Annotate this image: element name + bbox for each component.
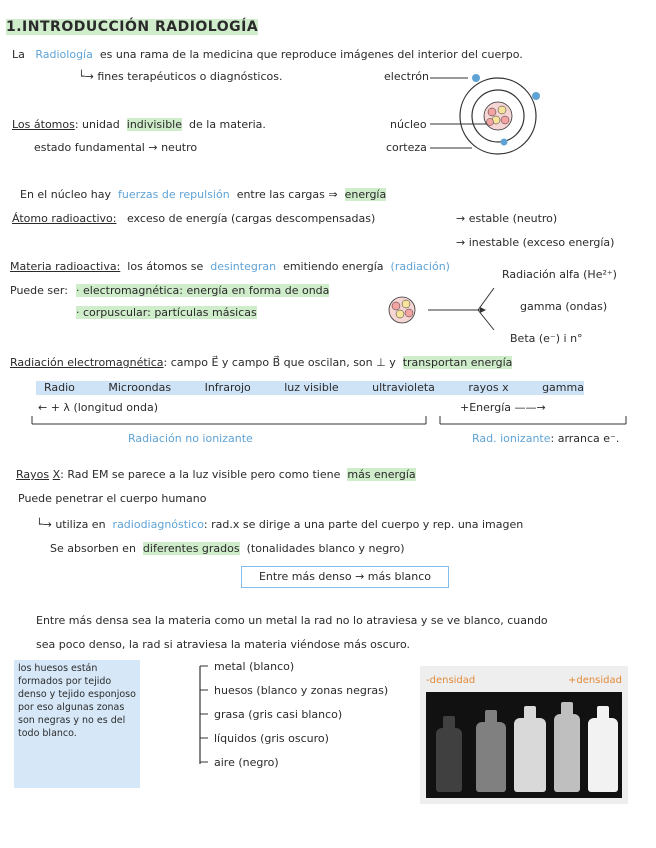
less-density-label: -densidad — [426, 675, 476, 686]
xray-photo — [420, 666, 628, 804]
atom-diagram — [430, 62, 550, 162]
radioactive-atom-line: Átomo radioactivo: exceso de energía (cargas descompensadas) — [12, 212, 376, 225]
spectrum-item: luz visible — [284, 381, 339, 394]
gamma-label: gamma (ondas) — [520, 300, 608, 313]
electron-label: electrón — [384, 70, 429, 83]
spectrum-list — [44, 381, 584, 395]
beta-label: Beta (e⁻) i n° — [510, 332, 583, 345]
page-title: 1.INTRODUCCIÓN RADIOLOGÍA — [6, 19, 259, 35]
rayos-line-4: Se absorben en diferentes grados (tonalidades blanco y negro) — [50, 542, 405, 555]
xray-bottle — [554, 714, 580, 792]
spectrum-item: Microondas — [108, 381, 172, 394]
density-line-1: Entre más densa sea la materia como un metal la rad no lo atraviesa y se ve blanco, cuando — [36, 614, 548, 627]
material-item: metal (blanco) — [214, 660, 295, 673]
estable-label: → estable (neutro) — [456, 212, 558, 225]
corteza-label: corteza — [386, 141, 427, 154]
nucleus-label: núcleo — [390, 118, 427, 131]
material-item: grasa (gris casi blanco) — [214, 708, 343, 721]
lambda-label: ← + λ (longitud onda) — [38, 401, 159, 414]
inestable-label: → inestable (exceso energía) — [456, 236, 615, 249]
spectrum-item: ultravioleta — [372, 381, 435, 394]
boxed-rule: Entre más denso → más blanco — [241, 566, 449, 588]
energy-label: +Energía ——→ — [460, 401, 546, 414]
puede-label: Puede ser: — [10, 284, 68, 297]
spectrum-item: rayos x — [468, 381, 509, 394]
ionizing-label: Rad. ionizante: arranca e⁻. — [472, 432, 620, 445]
xray-background — [426, 692, 622, 798]
xray-bottle — [588, 718, 618, 792]
atoms-line-2: estado fundamental → neutro — [34, 141, 198, 154]
material-item: líquidos (gris oscuro) — [214, 732, 329, 745]
rayos-line-2: Puede penetrar el cuerpo humano — [18, 492, 207, 505]
electromagnetic-type: · electromagnética: energía en forma de onda — [76, 284, 330, 297]
rayos-line-3: └→ utiliza en radiodiagnóstico: rad.x se dirige a una parte del cuerpo y rep. una imagen — [36, 518, 524, 531]
spectrum-item: gamma — [542, 381, 584, 394]
electromag-line: Radiación electromagnética: campo E⃗ y campo B⃗ que oscilan, son ⊥ y transportan energía — [10, 356, 513, 369]
atoms-line-1: Los átomos: unidad indivisible de la materia. — [12, 118, 266, 131]
xray-bottle — [436, 728, 462, 792]
alfa-label: Radiación alfa (He²⁺) — [502, 268, 617, 281]
spectrum-item: Infrarojo — [204, 381, 251, 394]
more-density-label: +densidad — [567, 675, 622, 686]
intro-line-2: └→ fines terapéuticos o diagnósticos. — [78, 70, 283, 83]
spectrum-bracket — [30, 414, 636, 428]
bone-note: los huesos están formados por tejido denso y tejido esponjoso por eso algunas zonas son negras y no es del todo blanco. — [14, 660, 140, 788]
rayos-line-1: Rayos X: Rad EM se parece a la luz visible pero como tiene más energía — [16, 468, 416, 481]
intro-line-1: La Radiología es una rama de la medicina que reproduce imágenes del interior del cuerpo. — [12, 48, 523, 61]
spectrum-item: Radio — [44, 381, 75, 394]
density-line-2: sea poco denso, la rad si atraviesa la materia viéndose más oscuro. — [36, 638, 410, 651]
materials-bracket — [194, 662, 214, 772]
corpuscular-type: · corpuscular: partículas másicas — [76, 306, 257, 319]
material-item: huesos (blanco y zonas negras) — [214, 684, 389, 697]
xray-bottle — [476, 722, 506, 792]
material-item: aire (negro) — [214, 756, 279, 769]
materia-line: Materia radioactiva: los átomos se desintegran emitiendo energía (radiación) — [10, 260, 450, 273]
decay-diagram — [384, 276, 514, 336]
xray-bottle — [514, 718, 546, 792]
non-ionizing-label: Radiación no ionizante — [128, 432, 253, 445]
nucleus-line: En el núcleo hay fuerzas de repulsión entre las cargas ⇒ energía — [20, 188, 387, 201]
